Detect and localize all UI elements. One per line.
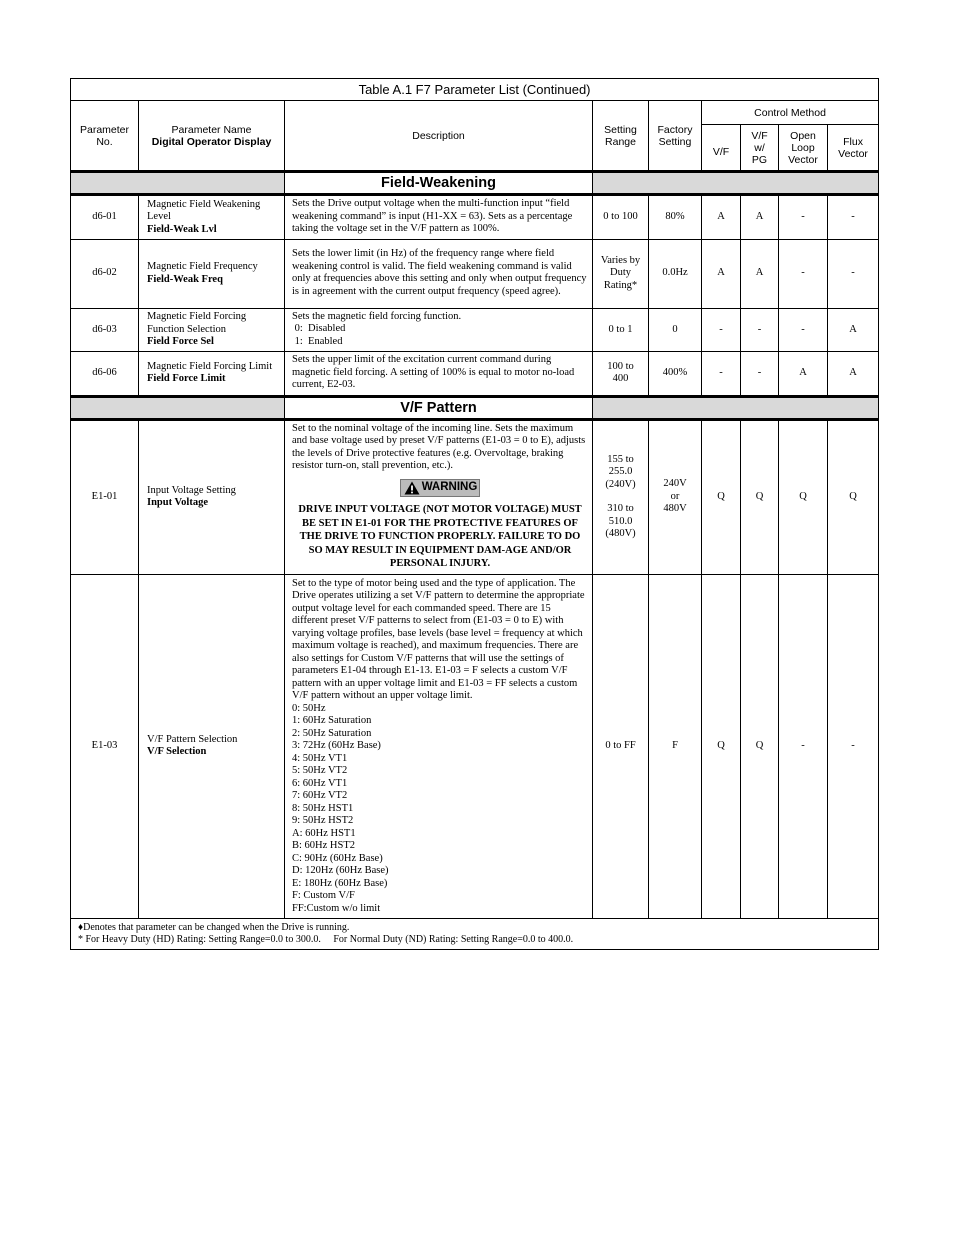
desc-text: Set to the nominal voltage of the incoming line. Sets the maximum and base voltage used by preset V/F patterns (E1-03 = 0 to E), adjusts the levels of Drive protective features (e.g. Overvoltage, braking resistor turn-on, stall prevention, etc.). bbox=[292, 422, 586, 471]
section-shade-left bbox=[71, 396, 285, 419]
method-flux: - bbox=[828, 239, 879, 308]
header-vf: V/F bbox=[702, 125, 741, 172]
option-item: 1: 60Hz Saturation bbox=[292, 715, 372, 726]
option-item: 2: 50Hz Saturation bbox=[292, 727, 372, 739]
header-flux: Flux Vector bbox=[828, 125, 879, 172]
method-flux: A bbox=[828, 308, 879, 352]
method-vf-pg: Q bbox=[741, 419, 779, 574]
method-vf: A bbox=[702, 239, 741, 308]
param-factory: 0 bbox=[649, 308, 702, 352]
param-name-text: Magnetic Field Forcing Limit bbox=[147, 360, 273, 372]
method-vf: - bbox=[702, 308, 741, 352]
param-description: Sets the Drive output voltage when the multi-function input “field weakening command” is input (H1-XX = 63). Sets as a percentage taking the voltage set in the V/F pattern as 100%. bbox=[285, 195, 593, 240]
param-name-text: Magnetic Field Forcing Function Selection bbox=[147, 311, 247, 335]
option-item: 0: 50Hz bbox=[292, 702, 326, 714]
method-vf: Q bbox=[702, 419, 741, 574]
param-no: d6-02 bbox=[71, 239, 139, 308]
param-range: Varies by Duty Rating* bbox=[593, 239, 649, 308]
parameter-table-page bbox=[70, 78, 878, 950]
option-item: 4: 50Hz VT1 bbox=[292, 752, 348, 764]
section-title-vf-pattern: V/F Pattern bbox=[285, 396, 593, 419]
method-vf-pg: A bbox=[741, 239, 779, 308]
method-vf-pg: - bbox=[741, 308, 779, 352]
option-item: FF:Custom w/o limit bbox=[292, 902, 381, 914]
param-range: 0 to 1 bbox=[593, 308, 649, 352]
section-row-vf-pattern bbox=[71, 396, 879, 419]
param-display: Input Voltage bbox=[147, 497, 208, 508]
method-vf-pg: A bbox=[741, 195, 779, 240]
table-row bbox=[71, 239, 879, 308]
method-olv: A bbox=[779, 352, 828, 397]
table-row bbox=[71, 352, 879, 397]
footnotes bbox=[71, 919, 879, 950]
header-description: Description bbox=[285, 101, 593, 172]
param-factory: 80% bbox=[649, 195, 702, 240]
option-item: 7: 60Hz VT2 bbox=[292, 790, 348, 801]
param-range bbox=[593, 419, 649, 574]
param-factory: 400% bbox=[649, 352, 702, 397]
method-vf: - bbox=[702, 352, 741, 397]
header-factory-setting: Factory Setting bbox=[649, 101, 702, 172]
param-description bbox=[285, 574, 593, 919]
desc-text: Sets the magnetic field forcing function. bbox=[292, 310, 462, 322]
param-factory: F bbox=[649, 574, 702, 919]
param-range: 0 to FF bbox=[593, 574, 649, 919]
method-vf: Q bbox=[702, 574, 741, 919]
method-flux: A bbox=[828, 352, 879, 397]
option-item: 1: Enabled bbox=[292, 335, 343, 347]
param-range: 100 to 400 bbox=[593, 352, 649, 397]
param-display: Field-Weak Lvl bbox=[147, 223, 217, 235]
param-description bbox=[285, 308, 593, 352]
header-setting-range: Setting Range bbox=[593, 101, 649, 172]
param-name bbox=[139, 352, 285, 397]
header-param-name-sub: Digital Operator Display bbox=[151, 135, 272, 148]
footnote-running: ♦Denotes that parameter can be changed when the Drive is running. bbox=[78, 922, 350, 933]
method-flux: - bbox=[828, 195, 879, 240]
method-flux: - bbox=[828, 574, 879, 919]
param-name-text: Magnetic Field Frequency bbox=[147, 261, 258, 272]
footnote-duty: * For Heavy Duty (HD) Rating: Setting Range=0.0 to 300.0. For Normal Duty (ND) Rating: Setting Range=0.0 to 400.0. bbox=[78, 934, 574, 945]
param-no: E1-03 bbox=[71, 574, 139, 919]
option-item: E: 180Hz (60Hz Base) bbox=[292, 877, 388, 889]
option-item: 3: 72Hz (60Hz Base) bbox=[292, 740, 381, 751]
method-vf: A bbox=[702, 195, 741, 240]
option-item: 9: 50Hz HST2 bbox=[292, 815, 354, 826]
option-item: 6: 60Hz VT1 bbox=[292, 777, 348, 789]
desc-text: Set to the type of motor being used and the type of application. The Drive operates utilizing a set V/F pattern to determine the appropriate output voltage level for each commanded speed. There are 15 different preset V/F patterns to select from (E1-03 = 0 to E) with varying voltage profiles, base levels (base level = frequency at which maximum voltage is reached), and maximum frequencies. There are also settings for Custom V/F patterns that will use the settings of parameters E1-04 through E1-13. E1-03 = F selects a custom V/F pattern with an upper voltage limit and E1-03 = FF selects a custom V/F pattern without an upper voltage limit. bbox=[292, 577, 585, 701]
option-item: B: 60Hz HST2 bbox=[292, 840, 355, 851]
warning-label: WARNING bbox=[421, 481, 478, 494]
warning-badge-wrap bbox=[292, 479, 588, 500]
option-item: 5: 50Hz VT2 bbox=[292, 765, 348, 776]
header-control-method: Control Method bbox=[702, 101, 879, 125]
param-display: V/F Selection bbox=[147, 746, 207, 758]
param-name-text: Magnetic Field Weakening Level bbox=[147, 198, 261, 222]
range-240v: 155 to 255.0 (240V) bbox=[605, 453, 636, 490]
method-vf-pg: - bbox=[741, 352, 779, 397]
param-description: Sets the lower limit (in Hz) of the frequency range where field weakening control is valid. The field weakening command is valid only at frequencies above this setting and only when output frequency is in agreement with the current output frequency (speed agree). bbox=[285, 239, 593, 308]
param-display: Field Force Sel bbox=[147, 336, 214, 347]
header-param-no: Parameter No. bbox=[71, 101, 139, 172]
parameter-table bbox=[70, 78, 879, 950]
param-name-text: V/F Pattern Selection bbox=[147, 733, 238, 745]
option-list bbox=[292, 703, 588, 916]
header-param-name bbox=[139, 101, 285, 172]
param-name-text: Input Voltage Setting bbox=[147, 484, 236, 496]
header-param-name-label: Parameter Name bbox=[171, 123, 252, 136]
table-row bbox=[71, 574, 879, 919]
section-shade-right bbox=[593, 396, 879, 419]
option-item: 8: 50Hz HST1 bbox=[292, 802, 354, 814]
method-olv: - bbox=[779, 195, 828, 240]
table-row bbox=[71, 308, 879, 352]
warning-text: DRIVE INPUT VOLTAGE (NOT MOTOR VOLTAGE) MUST BE SET IN E1-01 FOR THE PROTECTIVE FEATURES OF THE DRIVE TO FUNCTION PROPERLY. FAILURE TO DO SO MAY RESULT IN EQUIPMENT DAM-AGE AND/OR PERSONAL INJURY. bbox=[298, 504, 582, 569]
option-item: A: 60Hz HST1 bbox=[292, 827, 356, 839]
table-row bbox=[71, 419, 879, 574]
param-factory: 240V or 480V bbox=[649, 419, 702, 574]
param-no: d6-03 bbox=[71, 308, 139, 352]
method-vf-pg: Q bbox=[741, 574, 779, 919]
warning-triangle-icon bbox=[404, 481, 420, 495]
param-no: d6-06 bbox=[71, 352, 139, 397]
param-display: Field-Weak Freq bbox=[147, 273, 223, 285]
section-row-field-weakening bbox=[71, 172, 879, 195]
method-olv: - bbox=[779, 239, 828, 308]
method-olv: - bbox=[779, 308, 828, 352]
param-name bbox=[139, 419, 285, 574]
range-480v: 310 to 510.0 (480V) bbox=[605, 503, 636, 539]
option-item: 0: Disabled bbox=[292, 323, 346, 334]
method-flux: Q bbox=[828, 419, 879, 574]
param-name bbox=[139, 574, 285, 919]
option-item: F: Custom V/F bbox=[292, 890, 355, 901]
section-shade-left bbox=[71, 172, 285, 195]
table-row bbox=[71, 195, 879, 240]
param-factory: 0.0Hz bbox=[649, 239, 702, 308]
table-caption: Table A.1 F7 Parameter List (Continued) bbox=[71, 79, 879, 101]
section-title-field-weakening: Field-Weakening bbox=[285, 172, 593, 195]
method-olv: Q bbox=[779, 419, 828, 574]
footnote-row bbox=[71, 919, 879, 950]
option-item: C: 90Hz (60Hz Base) bbox=[292, 852, 383, 864]
header-vf-pg: V/F w/ PG bbox=[741, 125, 779, 172]
warning-badge bbox=[400, 479, 481, 497]
param-display: Field Force Limit bbox=[147, 373, 226, 385]
section-shade-right bbox=[593, 172, 879, 195]
method-olv: - bbox=[779, 574, 828, 919]
param-name bbox=[139, 308, 285, 352]
param-description: Sets the upper limit of the excitation current command during magnetic field forcing. A setting of 100% is equal to motor no-load current, E2-03. bbox=[285, 352, 593, 397]
param-name bbox=[139, 195, 285, 240]
param-description bbox=[285, 419, 593, 574]
param-no: E1-01 bbox=[71, 419, 139, 574]
param-name bbox=[139, 239, 285, 308]
param-range: 0 to 100 bbox=[593, 195, 649, 240]
param-no: d6-01 bbox=[71, 195, 139, 240]
option-item: D: 120Hz (60Hz Base) bbox=[292, 865, 389, 876]
header-olv: Open Loop Vector bbox=[779, 125, 828, 172]
